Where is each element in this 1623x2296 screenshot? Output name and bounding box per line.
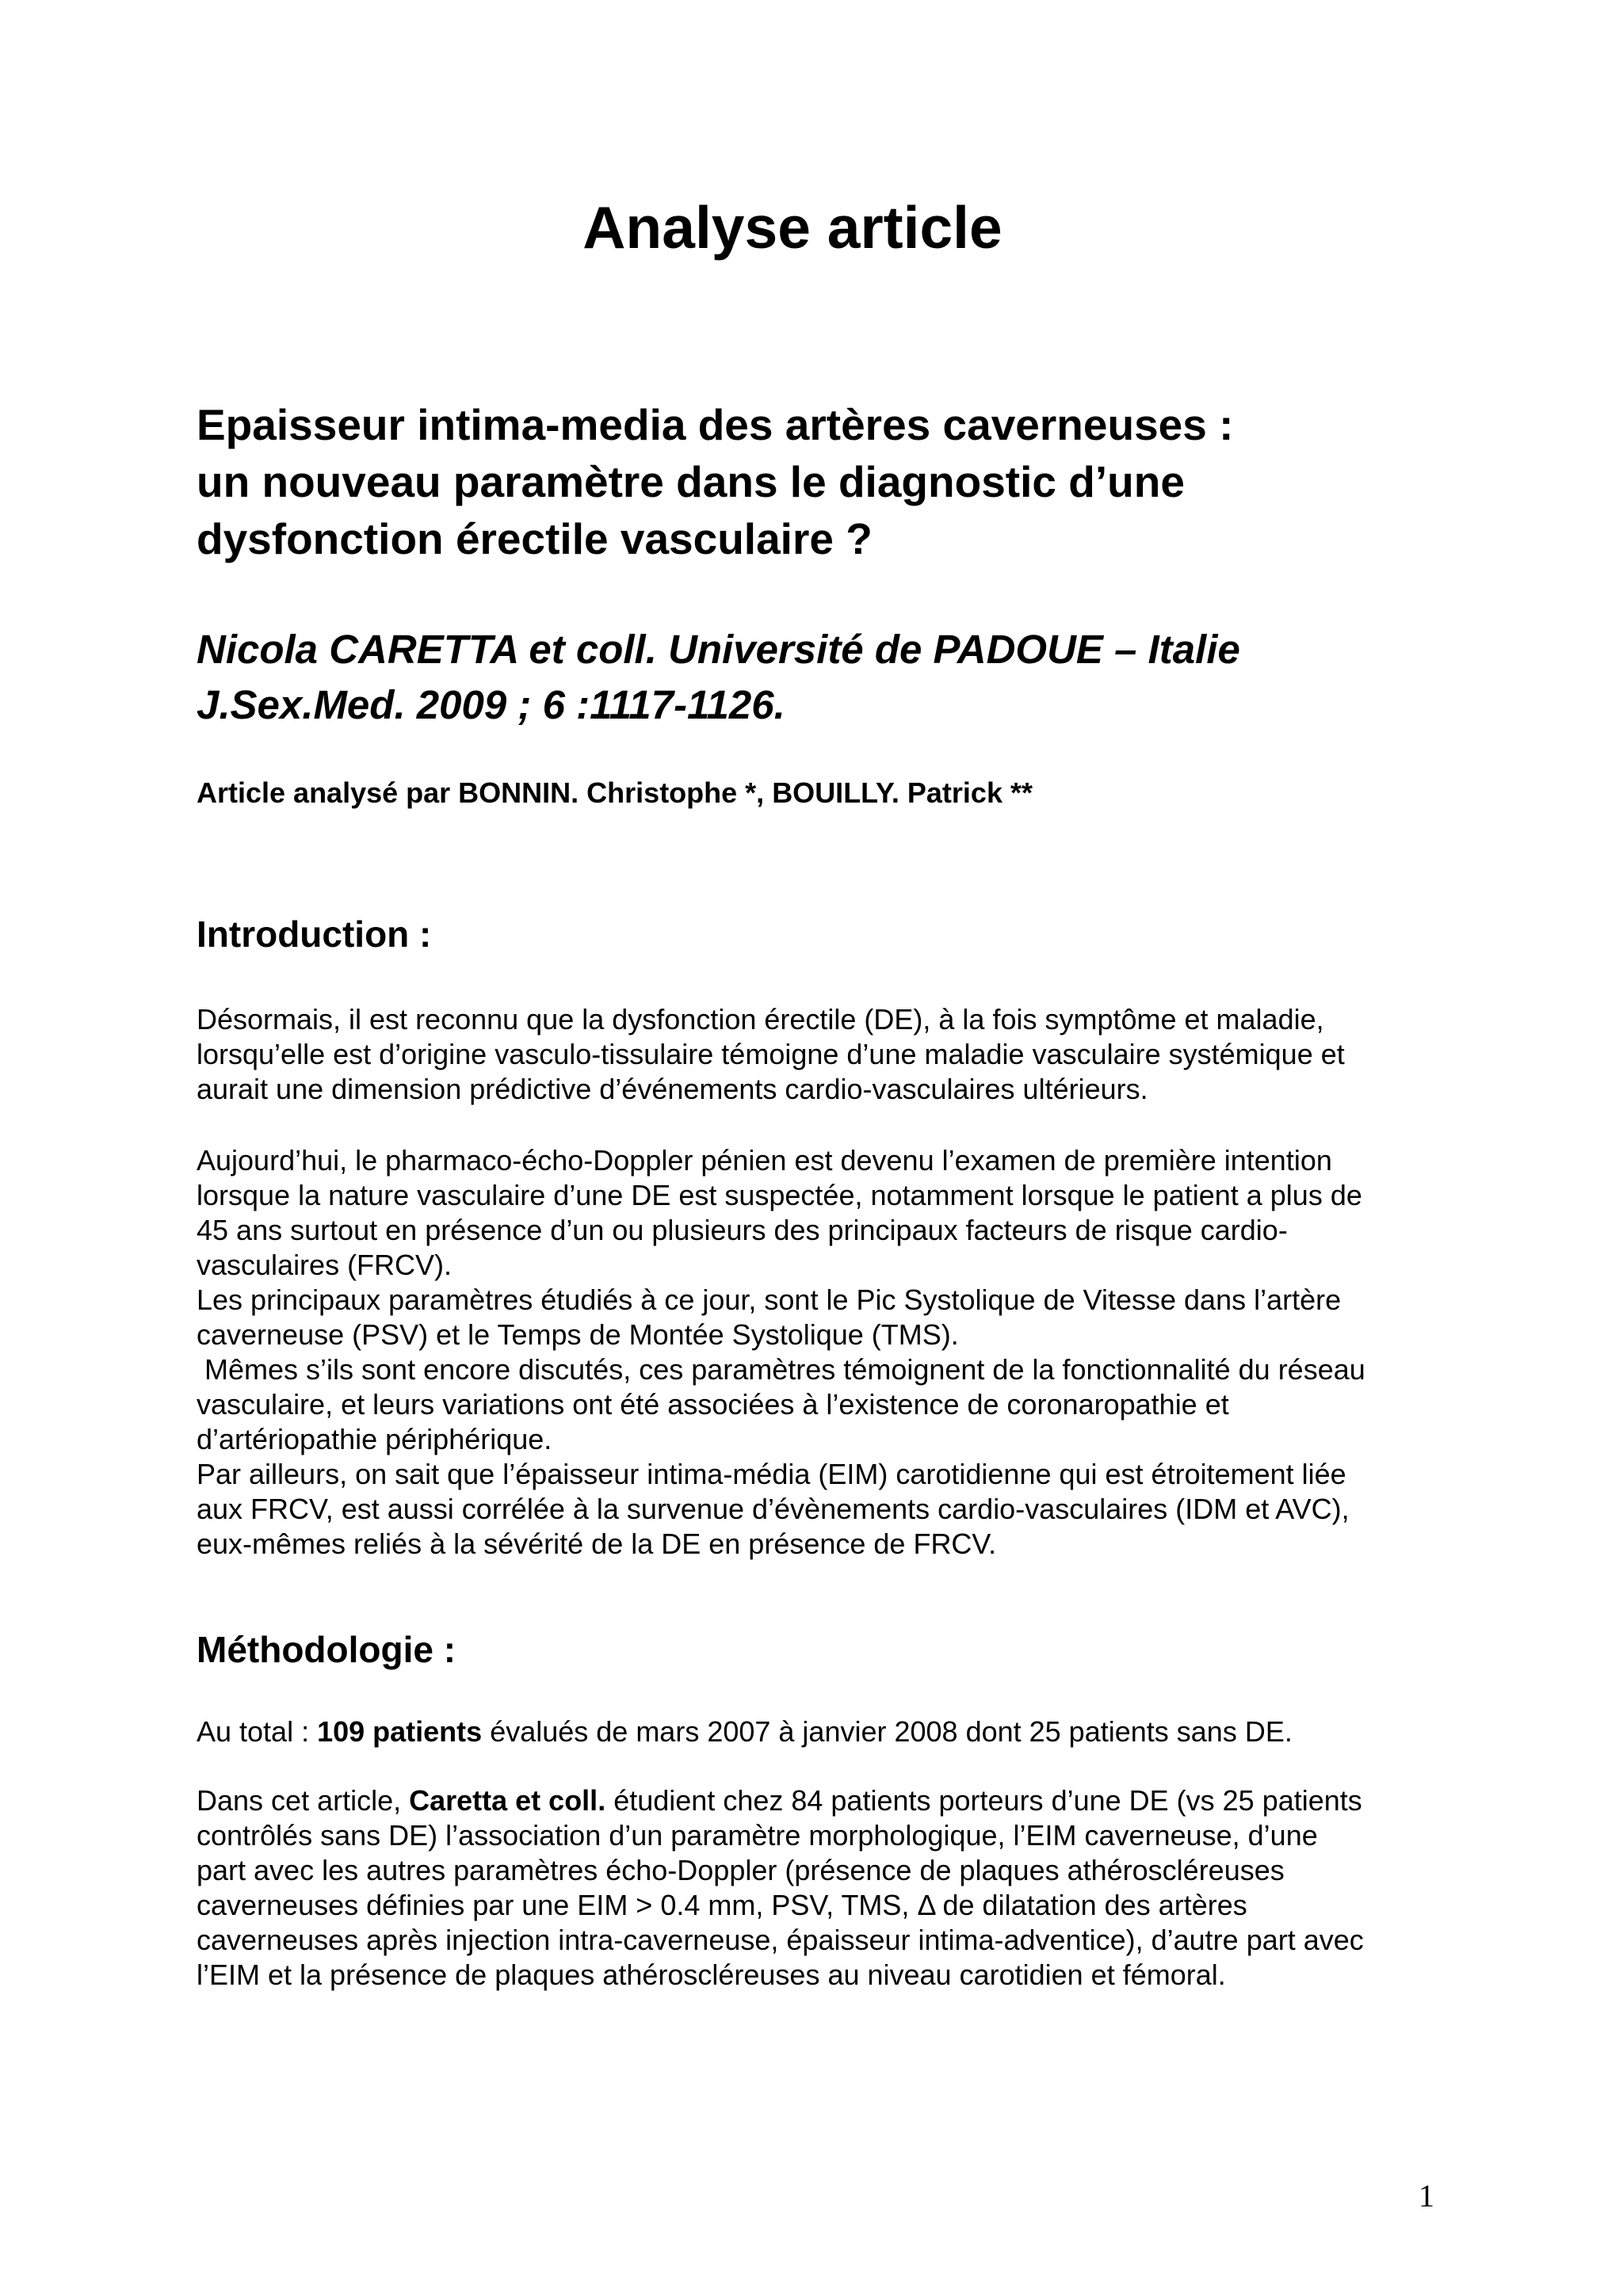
introduction-heading: Introduction : [197,913,432,955]
citation-line: J.Sex.Med. 2009 ; 6 :1117-1126. [197,682,785,727]
introduction-paragraph-1 [197,1002,1528,1107]
methodology-paragraph-1 [197,1714,1528,1749]
text-line: lorsque la nature vasculaire d’une DE est suspectée, notamment lorsque le patient a plus de [197,1179,1362,1211]
page-number: 1 [1419,2178,1434,2214]
text-line: Les principaux paramètres étudiés à ce jour, sont le Pic Systolique de Vitesse dans l’artère [197,1283,1342,1316]
text-line: caverneuse (PSV) et le Temps de Montée Systolique (TMS). [197,1318,959,1351]
article-title-line: un nouveau paramètre dans le diagnostic d’une [197,457,1185,506]
text-run: Au total : [197,1715,318,1748]
text-line: 45 ans surtout en présence d’un ou plusieurs des principaux facteurs de risque cardio- [197,1214,1288,1246]
text-line: d’artériopathie périphérique. [197,1423,552,1455]
text-run: évalués de mars 2007 à janvier 2008 dont 25 patients sans DE. [482,1715,1293,1748]
text-line: Mêmes s’ils sont encore discutés, ces paramètres témoignent de la fonctionnalité du réseau [197,1353,1365,1386]
text-line: lorsqu’elle est d’origine vasculo-tissulaire témoigne d’une maladie vasculaire systémique et [197,1038,1345,1070]
methodology-paragraph-2 [197,1783,1528,1993]
text-line: l’EIM et la présence de plaques athéroscléreuses au niveau carotidien et fémoral. [197,1958,1226,1991]
patient-count: 109 patients [317,1715,483,1748]
article-title-line: Epaisseur intima-media des artères caverneuses : [197,400,1234,449]
text-line [197,1714,1528,1749]
text-line: Aujourd’hui, le pharmaco-écho-Doppler pénien est devenu l’examen de première intention [197,1144,1332,1177]
text-line [197,1783,1528,1818]
text-run: Dans cet article, [197,1784,410,1817]
article-title-line: dysfonction érectile vasculaire ? [197,514,873,563]
text-line: aux FRCV, est aussi corrélée à la survenue d’évènements cardio-vasculaires (IDM et AVC), [197,1493,1350,1525]
text-run: étudient chez 84 patients porteurs d’une DE (vs 25 patients [605,1784,1362,1817]
author-reference: Caretta et coll. [409,1784,606,1817]
text-line: Par ailleurs, on sait que l’épaisseur intima-média (EIM) carotidienne qui est étroitement liée [197,1458,1346,1490]
document-title: Analyse article [582,194,1002,261]
citation-line: Nicola CARETTA et coll. Université de PADOUE – Italie [197,627,1240,672]
text-line: part avec les autres paramètres écho-Doppler (présence de plaques athéroscléreuses [197,1854,1285,1886]
introduction-paragraph-2 [197,1143,1528,1562]
citation [197,622,1465,733]
text-line: Désormais, il est reconnu que la dysfonction érectile (DE), à la fois symptôme et maladie, [197,1003,1324,1035]
methodology-heading: Méthodologie : [197,1629,456,1670]
article-title [197,396,1465,567]
text-line: contrôlés sans DE) l’association d’un paramètre morphologique, l’EIM caverneuse, d’une [197,1819,1318,1852]
analysts-credit: Article analysé par BONNIN. Christophe *, BOUILLY. Patrick ** [197,776,1033,809]
text-line: vasculaires (FRCV). [197,1249,453,1281]
text-line: caverneuses définies par une EIM > 0.4 mm, PSV, TMS, Δ de dilatation des artères [197,1889,1247,1921]
text-line: caverneuses après injection intra-caverneuse, épaisseur intima-adventice), d’autre part avec [197,1924,1364,1956]
text-line: aurait une dimension prédictive d’événements cardio-vasculaires ultérieurs. [197,1073,1148,1105]
text-line: eux-mêmes reliés à la sévérité de la DE en présence de FRCV. [197,1527,997,1560]
text-line: vasculaire, et leurs variations ont été associées à l’existence de coronaropathie et [197,1388,1229,1421]
